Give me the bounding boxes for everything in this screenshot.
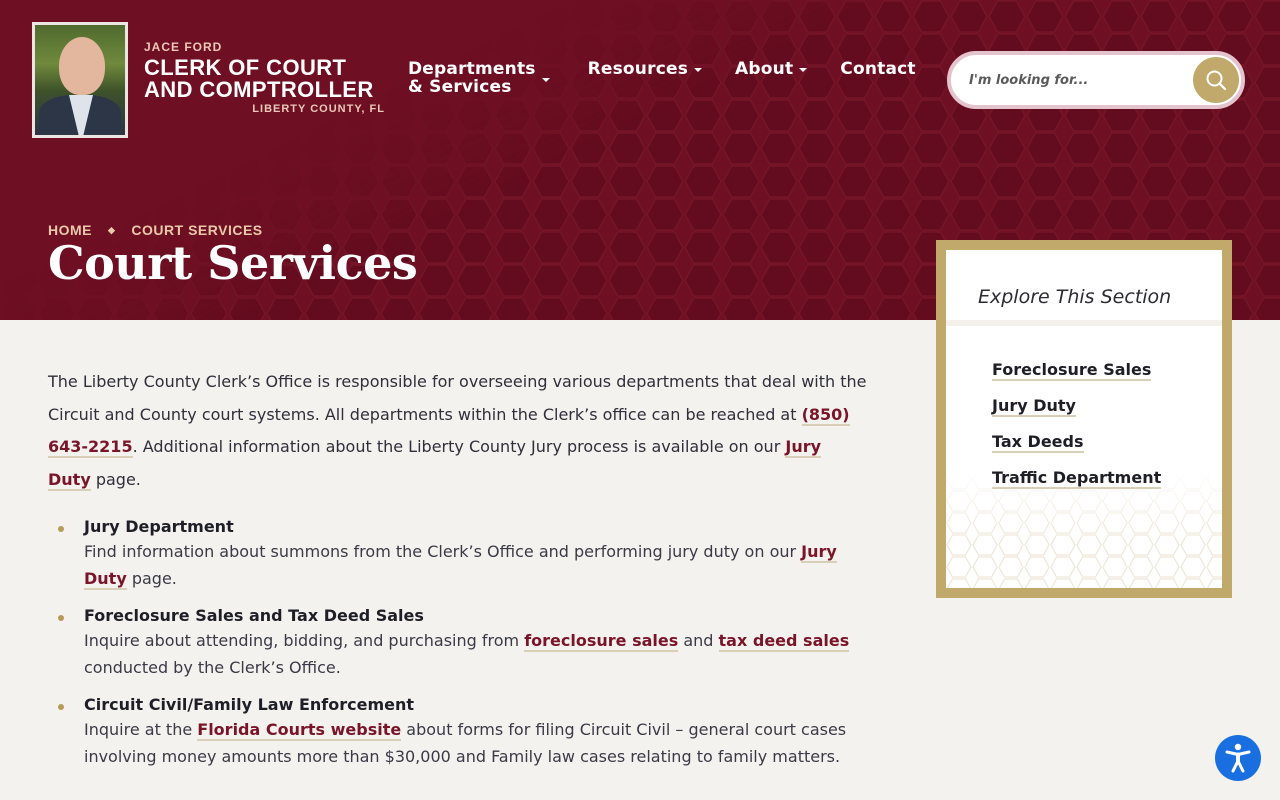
explore-section-sidebar bbox=[936, 240, 1232, 598]
service-text: Inquire at the bbox=[84, 720, 198, 739]
clerk-portrait[interactable] bbox=[32, 22, 128, 138]
search-button[interactable] bbox=[1193, 57, 1239, 103]
sidebar-panel bbox=[946, 250, 1222, 588]
jury-duty-link[interactable]: Jury Duty bbox=[48, 437, 822, 489]
services-list bbox=[48, 516, 868, 770]
sidebar-item-tax-deeds bbox=[992, 432, 1222, 451]
service-text: page. bbox=[126, 569, 177, 588]
main-content bbox=[48, 366, 868, 783]
intro-text: . Additional information about the Liberty County Jury process is available on our bbox=[132, 437, 786, 456]
sidebar-item-jury-duty bbox=[992, 396, 1222, 415]
sidebar-link-jury-duty[interactable]: Jury Duty bbox=[992, 396, 1076, 415]
tax-deed-sales-link[interactable]: tax deed sales bbox=[718, 631, 850, 650]
nav-contact-label: Contact bbox=[840, 59, 916, 79]
nav-departments-line1: Departments bbox=[408, 59, 536, 79]
nav-about-label: About bbox=[735, 59, 794, 79]
florida-courts-link[interactable]: Florida Courts website bbox=[197, 720, 402, 739]
service-text: conducted by the Clerk’s Office. bbox=[84, 658, 341, 677]
sidebar-heading: Explore This Section bbox=[946, 250, 1222, 326]
page-title: Court Services bbox=[48, 236, 418, 290]
chevron-down-icon bbox=[542, 78, 550, 82]
service-description bbox=[84, 716, 868, 770]
phone-link[interactable]: (850) 643-2215 bbox=[48, 404, 850, 456]
service-text: Inquire about attending, bidding, and purchasing from bbox=[84, 631, 525, 650]
intro-text: page. bbox=[90, 469, 141, 489]
list-item-jury-department bbox=[48, 516, 868, 592]
logo-title-line1: CLERK OF COURT bbox=[144, 55, 347, 80]
intro-paragraph bbox=[48, 366, 868, 496]
search-icon bbox=[1205, 69, 1227, 91]
search-bar bbox=[947, 51, 1245, 109]
sidebar-item-traffic-department bbox=[992, 468, 1222, 487]
service-title: Foreclosure Sales and Tax Deed Sales bbox=[84, 606, 424, 625]
nav-resources-label: Resources bbox=[587, 59, 689, 79]
breadcrumb-separator-icon: ◆ bbox=[108, 224, 116, 235]
site-logo[interactable] bbox=[144, 40, 389, 115]
sidebar-link-traffic-department[interactable]: Traffic Department bbox=[992, 468, 1162, 487]
service-description bbox=[84, 538, 868, 592]
service-text: about forms for filing Circuit Civil – general court cases involving money amounts more than $30,000 and Family law cases relating to family matters. bbox=[84, 720, 847, 766]
service-text: Find information about summons from the Clerk’s Office and performing jury duty on our bbox=[84, 542, 802, 561]
service-title: Circuit Civil/Family Law Enforcement bbox=[84, 695, 414, 714]
main-nav bbox=[408, 60, 916, 96]
list-item-circuit-civil bbox=[48, 694, 868, 770]
accessibility-button[interactable] bbox=[1215, 735, 1261, 781]
list-item-foreclosure-tax-deed bbox=[48, 605, 868, 681]
nav-departments-label bbox=[408, 60, 536, 96]
intro-text: The Liberty County Clerk’s Office is responsible for overseeing various departments that deal with the Circuit and County court systems. All departments within the Clerk’s office can be reached at bbox=[48, 372, 867, 424]
logo-title-line2: AND COMPTROLLER bbox=[144, 77, 374, 102]
service-description bbox=[84, 627, 868, 681]
portrait-face bbox=[59, 37, 105, 95]
jury-duty-link[interactable]: Jury Duty bbox=[84, 542, 837, 588]
accessibility-icon bbox=[1224, 742, 1252, 774]
breadcrumb-home[interactable]: HOME bbox=[48, 222, 92, 238]
chevron-down-icon bbox=[799, 68, 807, 72]
service-title: Jury Department bbox=[84, 517, 234, 536]
sidebar-item-foreclosure-sales bbox=[992, 360, 1222, 379]
nav-resources[interactable] bbox=[588, 60, 702, 96]
portrait-image bbox=[35, 25, 125, 135]
sidebar-link-foreclosure-sales[interactable]: Foreclosure Sales bbox=[992, 360, 1152, 379]
service-text: and bbox=[678, 631, 719, 650]
nav-contact[interactable] bbox=[840, 60, 915, 96]
sidebar-links bbox=[946, 326, 1222, 487]
clerk-name: JACE FORD bbox=[144, 40, 223, 54]
nav-about[interactable] bbox=[735, 60, 807, 96]
search-input[interactable] bbox=[969, 69, 1179, 91]
nav-departments-services[interactable] bbox=[408, 60, 550, 96]
logo-county: LIBERTY COUNTY, FL bbox=[252, 103, 385, 115]
foreclosure-sales-link[interactable]: foreclosure sales bbox=[524, 631, 679, 650]
chevron-down-icon bbox=[694, 68, 702, 72]
breadcrumb-court-services[interactable]: COURT SERVICES bbox=[131, 222, 263, 238]
nav-departments-line2: & Services bbox=[408, 77, 512, 97]
sidebar-link-tax-deeds[interactable]: Tax Deeds bbox=[992, 432, 1084, 451]
